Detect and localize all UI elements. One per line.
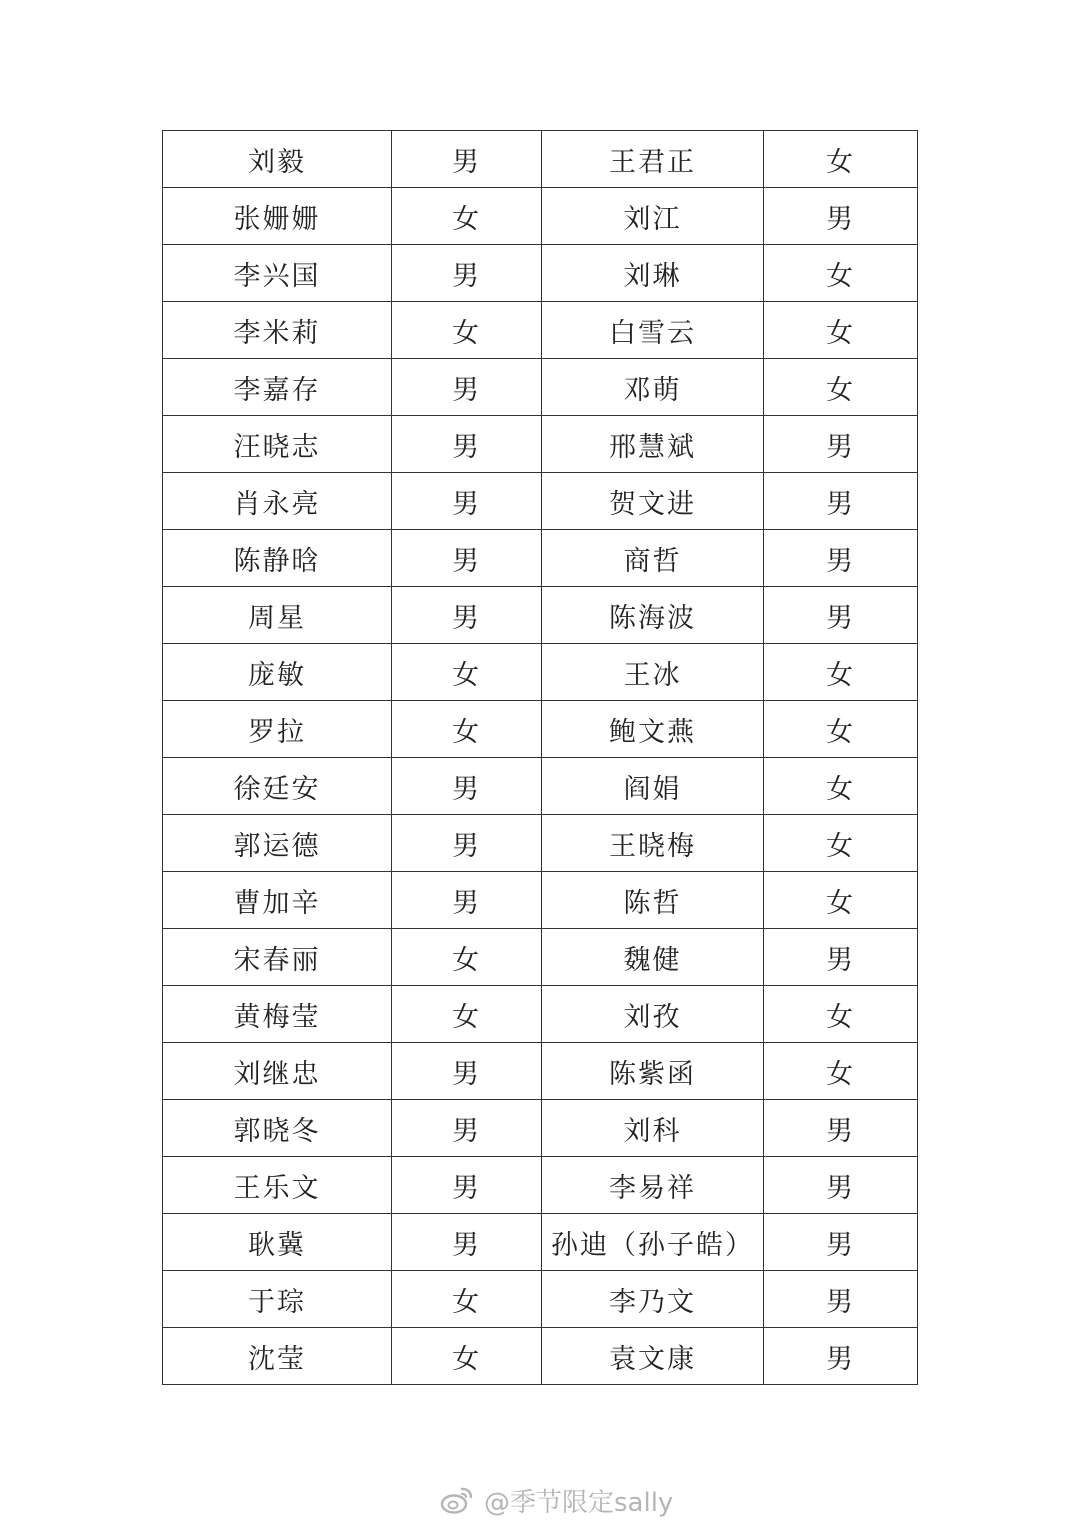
name-cell: 刘毅	[163, 131, 392, 188]
name-cell: 鲍文燕	[542, 701, 764, 758]
roster-table-body	[163, 131, 918, 1385]
table-row	[163, 416, 918, 473]
name-cell: 张姗姗	[163, 188, 392, 245]
gender-cell: 男	[392, 587, 542, 644]
gender-cell: 男	[392, 815, 542, 872]
table-row	[163, 530, 918, 587]
gender-cell: 女	[764, 815, 918, 872]
gender-cell: 女	[764, 872, 918, 929]
table-row	[163, 587, 918, 644]
gender-cell: 男	[392, 1043, 542, 1100]
table-row	[163, 701, 918, 758]
name-cell: 王晓梅	[542, 815, 764, 872]
name-cell: 罗拉	[163, 701, 392, 758]
gender-cell: 男	[392, 1157, 542, 1214]
name-cell: 郭运德	[163, 815, 392, 872]
gender-cell: 女	[764, 302, 918, 359]
gender-cell: 女	[764, 701, 918, 758]
gender-cell: 男	[764, 1271, 918, 1328]
name-cell: 刘继忠	[163, 1043, 392, 1100]
name-cell: 李米莉	[163, 302, 392, 359]
table-row	[163, 359, 918, 416]
name-cell: 李乃文	[542, 1271, 764, 1328]
name-cell: 刘孜	[542, 986, 764, 1043]
gender-cell: 女	[392, 929, 542, 986]
table-row	[163, 1214, 918, 1271]
gender-cell: 男	[764, 1100, 918, 1157]
table-row	[163, 872, 918, 929]
name-cell: 陈紫函	[542, 1043, 764, 1100]
table-row	[163, 188, 918, 245]
name-cell: 李兴国	[163, 245, 392, 302]
table-row	[163, 986, 918, 1043]
name-cell: 刘江	[542, 188, 764, 245]
table-row	[163, 245, 918, 302]
gender-cell: 女	[764, 245, 918, 302]
gender-cell: 女	[392, 644, 542, 701]
name-cell: 李嘉存	[163, 359, 392, 416]
name-cell: 曹加辛	[163, 872, 392, 929]
name-cell: 王君正	[542, 131, 764, 188]
gender-cell: 男	[764, 587, 918, 644]
name-cell: 黄梅莹	[163, 986, 392, 1043]
gender-cell: 男	[764, 929, 918, 986]
roster-table	[162, 130, 918, 1385]
gender-cell: 男	[764, 1214, 918, 1271]
gender-cell: 男	[764, 1157, 918, 1214]
gender-cell: 女	[764, 758, 918, 815]
gender-cell: 男	[764, 188, 918, 245]
name-cell: 阎娟	[542, 758, 764, 815]
gender-cell: 男	[392, 131, 542, 188]
gender-cell: 男	[764, 1328, 918, 1385]
name-cell: 庞敏	[163, 644, 392, 701]
name-cell: 李易祥	[542, 1157, 764, 1214]
name-cell: 贺文进	[542, 473, 764, 530]
table-row	[163, 1271, 918, 1328]
name-cell: 邢慧斌	[542, 416, 764, 473]
table-row	[163, 473, 918, 530]
table-row	[163, 131, 918, 188]
name-cell: 宋春丽	[163, 929, 392, 986]
name-cell: 徐廷安	[163, 758, 392, 815]
table-row	[163, 929, 918, 986]
name-cell: 陈哲	[542, 872, 764, 929]
table-row	[163, 644, 918, 701]
name-cell: 刘科	[542, 1100, 764, 1157]
gender-cell: 女	[764, 1043, 918, 1100]
gender-cell: 女	[764, 644, 918, 701]
gender-cell: 男	[392, 758, 542, 815]
gender-cell: 女	[392, 986, 542, 1043]
gender-cell: 男	[392, 245, 542, 302]
name-cell: 汪晓志	[163, 416, 392, 473]
gender-cell: 女	[392, 1328, 542, 1385]
table-row	[163, 302, 918, 359]
table-row	[163, 1328, 918, 1385]
name-cell: 耿冀	[163, 1214, 392, 1271]
gender-cell: 女	[392, 188, 542, 245]
name-cell: 魏健	[542, 929, 764, 986]
table-row	[163, 1100, 918, 1157]
name-cell: 沈莹	[163, 1328, 392, 1385]
gender-cell: 女	[764, 131, 918, 188]
name-cell: 商哲	[542, 530, 764, 587]
gender-cell: 女	[764, 359, 918, 416]
name-cell: 王冰	[542, 644, 764, 701]
name-cell: 袁文康	[542, 1328, 764, 1385]
watermark	[440, 1478, 673, 1522]
name-cell: 肖永亮	[163, 473, 392, 530]
gender-cell: 男	[392, 1100, 542, 1157]
gender-cell: 男	[392, 359, 542, 416]
name-cell: 陈静晗	[163, 530, 392, 587]
gender-cell: 男	[764, 530, 918, 587]
gender-cell: 女	[392, 701, 542, 758]
gender-cell: 男	[764, 473, 918, 530]
gender-cell: 女	[392, 1271, 542, 1328]
table-row	[163, 1043, 918, 1100]
gender-cell: 男	[392, 872, 542, 929]
gender-cell: 女	[764, 986, 918, 1043]
name-cell: 郭晓冬	[163, 1100, 392, 1157]
name-cell: 邓萌	[542, 359, 764, 416]
name-cell: 刘琳	[542, 245, 764, 302]
name-cell: 周星	[163, 587, 392, 644]
table-row	[163, 758, 918, 815]
weibo-logo-icon	[440, 1485, 474, 1515]
gender-cell: 男	[764, 416, 918, 473]
name-cell: 孙迪（孙子皓）	[542, 1214, 764, 1271]
name-cell: 于琮	[163, 1271, 392, 1328]
gender-cell: 女	[392, 302, 542, 359]
gender-cell: 男	[392, 1214, 542, 1271]
gender-cell: 男	[392, 530, 542, 587]
name-cell: 白雪云	[542, 302, 764, 359]
name-cell: 陈海波	[542, 587, 764, 644]
name-cell: 王乐文	[163, 1157, 392, 1214]
table-row	[163, 1157, 918, 1214]
gender-cell: 男	[392, 416, 542, 473]
gender-cell: 男	[392, 473, 542, 530]
table-row	[163, 815, 918, 872]
watermark-text: @季节限定sally	[484, 1487, 674, 1518]
